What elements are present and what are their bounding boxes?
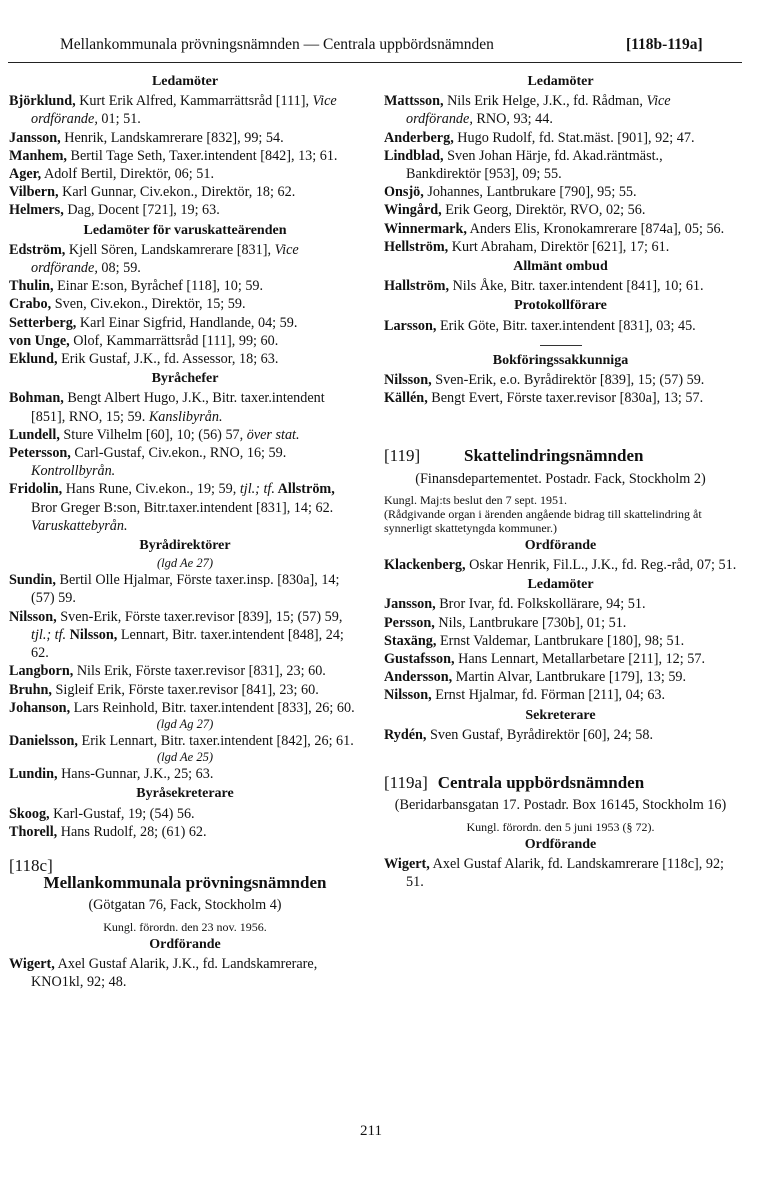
person-details: Bengt Evert, Förste taxer.revisor [830a], 13; 57. [427,390,704,407]
person-details: Lennart, Bitr. taxer.intendent [848], 24; 62. [31,626,344,662]
person-entry [384,238,737,256]
person-name: Crabo, [9,296,52,313]
location-note: (lgd Ae 25) [156,750,213,765]
person-name: Persson, [384,614,435,631]
person-name: Hallström, [384,278,450,295]
person-name: Staxäng, [384,632,437,649]
person-name: Allström, [274,481,335,498]
person-details: Karl Einar Sigfrid, Handlande, 04; 59. [76,314,298,331]
section-118c-title: Mellankommunala prövningsnämnden [43,873,327,893]
person-entry [9,480,361,535]
section-119a-heading [384,774,737,792]
person-details: Bertil Olle Hjalmar, Förste taxer.insp. [830a], 14; (57) 59. [31,572,340,607]
section-119-address: (Finansdepartementet. Postadr. Fack, Stockholm 2) [415,470,706,487]
person-details: Ernst Hjalmar, fd. Förman [211], 04; 63. [431,687,666,704]
person-details: Ernst Valdemar, Lantbrukare [180], 98; 51. [436,632,685,649]
person-details: Bror Ivar, fd. Folkskollärare, 94; 51. [435,596,646,613]
person-details: Sven Gustaf, Byrådirektör [60], 24; 58. [426,726,654,743]
person-entry [9,350,361,368]
person-role: tjl.; tf. [31,626,67,643]
person-details: Sigleif Erik, Förste taxer.revisor [841], 23; 60. [51,681,319,698]
person-entry [9,183,361,201]
person-details: Olof, Kammarrättsråd [111], 99; 60. [69,332,279,349]
section-118c-address: (Götgatan 76, Fack, Stockholm 4) [88,897,282,914]
person-role: Varuskattebyrån. [31,517,128,534]
person-entry [384,317,737,335]
person-details: Sven-Erik, Förste taxer.revisor [839], 15; (57) 59, [56,608,343,625]
person-entry [9,314,361,332]
section-118c-role: Ordförande [149,936,221,952]
person-name: Manhem, [9,147,67,164]
section-119a-chair [384,855,737,891]
person-name: Skoog, [9,805,50,822]
section-119-title: Skattelindringsnämnden [464,446,644,466]
section-label: Sekreterare [525,707,596,723]
person-entry [9,662,361,680]
section-119a-decree: Kungl. förordn. den 5 juni 1953 (§ 72). [466,819,655,834]
person-details: Erik Lennart, Bitr. taxer.intendent [842], 26; 61. [77,732,354,749]
right-column [384,71,737,891]
person-details: Erik Gustaf, J.K., fd. Assessor, 18; 63. [57,351,279,368]
section-119-entries [384,537,737,744]
person-name: Wingård, [384,202,442,219]
left-entries [9,73,361,841]
person-entry [9,732,361,750]
person-entry [9,332,361,350]
person-details: Kurt Abraham, Direktör [621], 17; 61. [448,238,670,255]
person-entry [9,444,361,480]
person-role: Kontrollbyrån. [31,463,116,480]
page-number: 211 [360,1123,382,1139]
person-entry [9,295,361,313]
section-label: Ledamöter för varuskatteärenden [83,222,287,238]
right-entries [384,73,737,407]
person-entry [384,220,737,238]
section-label: Ledamöter [527,577,594,593]
person-name: Edström, [9,241,66,258]
person-entry [9,92,361,128]
person-details: Kjell Sören, Landskamrerare [831], [65,241,275,258]
person-entry [9,277,361,295]
person-details: Anders Elis, Kronokamrerare [874a], 05; 56. [466,220,725,237]
header-rule [8,62,742,63]
person-role: tjl.; tf. [239,481,275,498]
separator-rule [540,345,582,346]
person-entry [9,147,361,165]
person-entry [384,668,737,686]
person-details: Sven Johan Härje, fd. Akad.räntmäst., Bankdirektör [953], 09; 55. [406,147,663,183]
person-name: Jansson, [9,129,61,146]
section-119a-role: Ordförande [524,836,597,852]
person-details: Johannes, Lantbrukare [790], 95; 55. [423,184,637,201]
person-name: Ager, [9,166,42,183]
person-details: Kurt Erik Alfred, Kammarrättsråd [111], [75,93,313,110]
person-name: Helmers, [9,202,64,219]
person-details: RNO, 93; 44. [472,111,553,128]
person-name: Jansson, [384,596,436,613]
person-entry [384,371,737,389]
left-column [9,71,361,991]
person-details: Nils Åke, Bitr. taxer.intendent [841], 10; 61. [449,278,704,295]
chair-details: Axel Gustaf Alarik, fd. Landskamrerare [118c], 92; 51. [406,855,725,890]
person-details: Carl-Gustaf, Civ.ekon., RNO, 16; 59. [70,445,287,462]
person-name: Källén, [384,390,428,407]
person-entry [9,165,361,183]
section-119-description: (Rådgivande organ i ärenden angående bidrag till skattelindring åt synnerligt skattetyngda kommuner.) [384,506,702,535]
person-name: Björklund, [9,93,76,110]
person-details: Oskar Henrik, Fil.L., J.K., fd. Reg.-råd, 07; 51. [465,557,737,574]
location-note: (lgd Ae 27) [156,556,213,571]
person-entry [384,614,737,632]
person-entry [9,805,361,823]
person-name: Lundin, [9,766,58,783]
person-name: Rydén, [384,726,427,743]
person-details: Erik Göte, Bitr. taxer.intendent [831], 03; 45. [436,317,696,334]
person-entry [384,726,737,744]
person-entry [384,92,737,128]
person-details: Bengt Albert Hugo, J.K., Bitr. taxer.intendent [851], RNO, 15; 59. [31,390,325,425]
person-name: Nilsson, [66,626,118,643]
person-name: Fridolin, [9,481,63,498]
section-label: Bokföringssakkunniga [492,352,629,368]
person-details: Henrik, Landskamrerare [832], 99; 54. [60,129,284,146]
person-entry [384,277,737,295]
person-entry [9,681,361,699]
person-details: Martin Alvar, Lantbrukare [179], 13; 59. [452,669,687,686]
section-119a-title: Centrala uppbördsnämnden [437,773,645,793]
section-119-decree: Kungl. Maj:ts beslut den 7 sept. 1951. [384,492,567,507]
person-name: Onsjö, [384,184,424,201]
person-entry [9,608,361,663]
person-entry [9,241,361,277]
person-name: Nilsson, [384,687,432,704]
person-entry [384,183,737,201]
person-details: Hans Rune, Civ.ekon., 19; 59, [62,481,240,498]
person-entry [9,571,361,607]
header-bracket: [118b-119a] [626,36,703,53]
section-number: [119a] [384,773,428,793]
person-name: Klackenberg, [384,557,466,574]
section-label: Byråsekreterare [136,786,234,802]
person-entry [9,823,361,841]
person-name: Vilbern, [9,184,59,201]
person-details: Einar E:son, Byråchef [118], 10; 59. [53,278,264,295]
person-entry [384,201,737,219]
person-details: Sven, Civ.ekon., Direktör, 15; 59. [51,296,246,313]
person-name: Eklund, [9,351,58,368]
person-entry [9,389,361,425]
person-role: Vice ordförande, [406,93,671,128]
section-label: Allmänt ombud [513,259,608,275]
person-entry [384,686,737,704]
person-details: Hans-Gunnar, J.K., 25; 63. [57,766,214,783]
person-details: Sture Vilhelm [60], 10; (56) 57, [59,426,247,443]
section-119-heading [384,447,737,465]
person-name: Petersson, [9,445,71,462]
section-number: [119] [384,446,421,466]
section-label: Ledamöter [527,74,594,89]
person-name: Hellström, [384,238,449,255]
person-entry [9,201,361,219]
person-details: Hans Rudolf, 28; (61) 62. [57,823,207,840]
person-details: Karl Gunnar, Civ.ekon., Direktör, 18; 62. [58,184,296,201]
person-entry [384,595,737,613]
running-header [60,36,740,54]
person-details: Bror Greger B:son, Bitr.taxer.intendent [831], 14; 62. [31,499,334,516]
section-label: Ledamöter [151,74,219,89]
section-118c-chair [9,955,361,991]
person-details: Nils, Lantbrukare [730b], 01; 51. [434,614,627,631]
person-entry [9,699,361,717]
person-name: Setterberg, [9,314,77,331]
person-entry [384,556,737,574]
section-label: Byrådirektörer [139,538,231,554]
person-details: Sven-Erik, e.o. Byrådirektör [839], 15; (57) 59. [431,372,705,389]
person-details: Karl-Gustaf, 19; (54) 56. [49,805,195,822]
person-details: Adolf Bertil, Direktör, 06; 51. [41,166,214,183]
chair-name: Wigert, [9,955,55,972]
person-details: Bertil Tage Seth, Taxer.intendent [842], 13; 61. [66,147,338,164]
person-entry [9,426,361,444]
section-number: [118c] [9,855,53,875]
person-name: Danielsson, [9,732,78,749]
person-details: Nils Erik Helge, J.K., fd. Rådman, [443,93,647,110]
person-entry [384,650,737,668]
person-entry [384,147,737,183]
person-entry [9,765,361,783]
person-name: Nilsson, [9,608,57,625]
location-note: (lgd Ag 27) [156,716,214,731]
person-name: von Unge, [9,332,70,349]
person-role: över stat. [246,426,300,443]
person-role: Vice ordförande, [31,93,337,128]
person-name: Johanson, [9,699,71,716]
person-details: Nils Erik, Förste taxer.revisor [831], 23; 60. [73,663,326,680]
person-name: Nilsson, [384,372,432,389]
person-name: Bohman, [9,390,64,407]
header-title: Mellankommunala prövningsnämnden — Centrala uppbördsnämnden [60,36,494,53]
person-details: Hans Lennart, Metallarbetare [211], 12; 57. [454,651,705,668]
person-name: Lindblad, [384,147,444,164]
person-details: 01; 51. [97,111,141,128]
section-119a-address: (Beridarbansgatan 17. Postadr. Box 16145, Stockholm 16) [394,797,727,814]
person-name: Anderberg, [384,129,454,146]
person-name: Thorell, [9,823,58,840]
person-details: 08; 59. [97,260,141,277]
section-label: Byråchefer [151,371,219,387]
section-label: Ordförande [524,537,597,553]
person-role: Kanslibyrån. [148,408,223,425]
person-name: Sundin, [9,572,56,589]
person-name: Andersson, [384,669,453,686]
person-name: Lundell, [9,426,60,443]
person-entry [384,129,737,147]
person-details: Lars Reinhold, Bitr. taxer.intendent [833], 26; 60. [70,699,355,716]
chair-name: Wigert, [384,855,430,872]
chair-details: Axel Gustaf Alarik, J.K., fd. Landskamrerare, KNO1kl, 92; 48. [31,955,318,990]
person-details: Dag, Docent [721], 19; 63. [63,202,220,219]
person-role: Vice ordförande, [31,241,299,277]
person-details: Hugo Rudolf, fd. Stat.mäst. [901], 92; 47. [453,129,695,146]
section-118c-decree: Kungl. förordn. den 23 nov. 1956. [103,919,267,934]
person-name: Larsson, [384,317,437,334]
person-name: Bruhn, [9,681,52,698]
person-entry [384,389,737,407]
person-name: Thulin, [9,278,54,295]
person-details: Erik Georg, Direktör, RVO, 02; 56. [441,202,646,219]
person-name: Langborn, [9,663,74,680]
person-name: Gustafsson, [384,651,455,668]
person-entry [384,632,737,650]
person-entry [9,129,361,147]
section-label: Protokollförare [514,298,607,314]
person-name: Mattsson, [384,93,444,110]
person-name: Winnermark, [384,220,467,237]
